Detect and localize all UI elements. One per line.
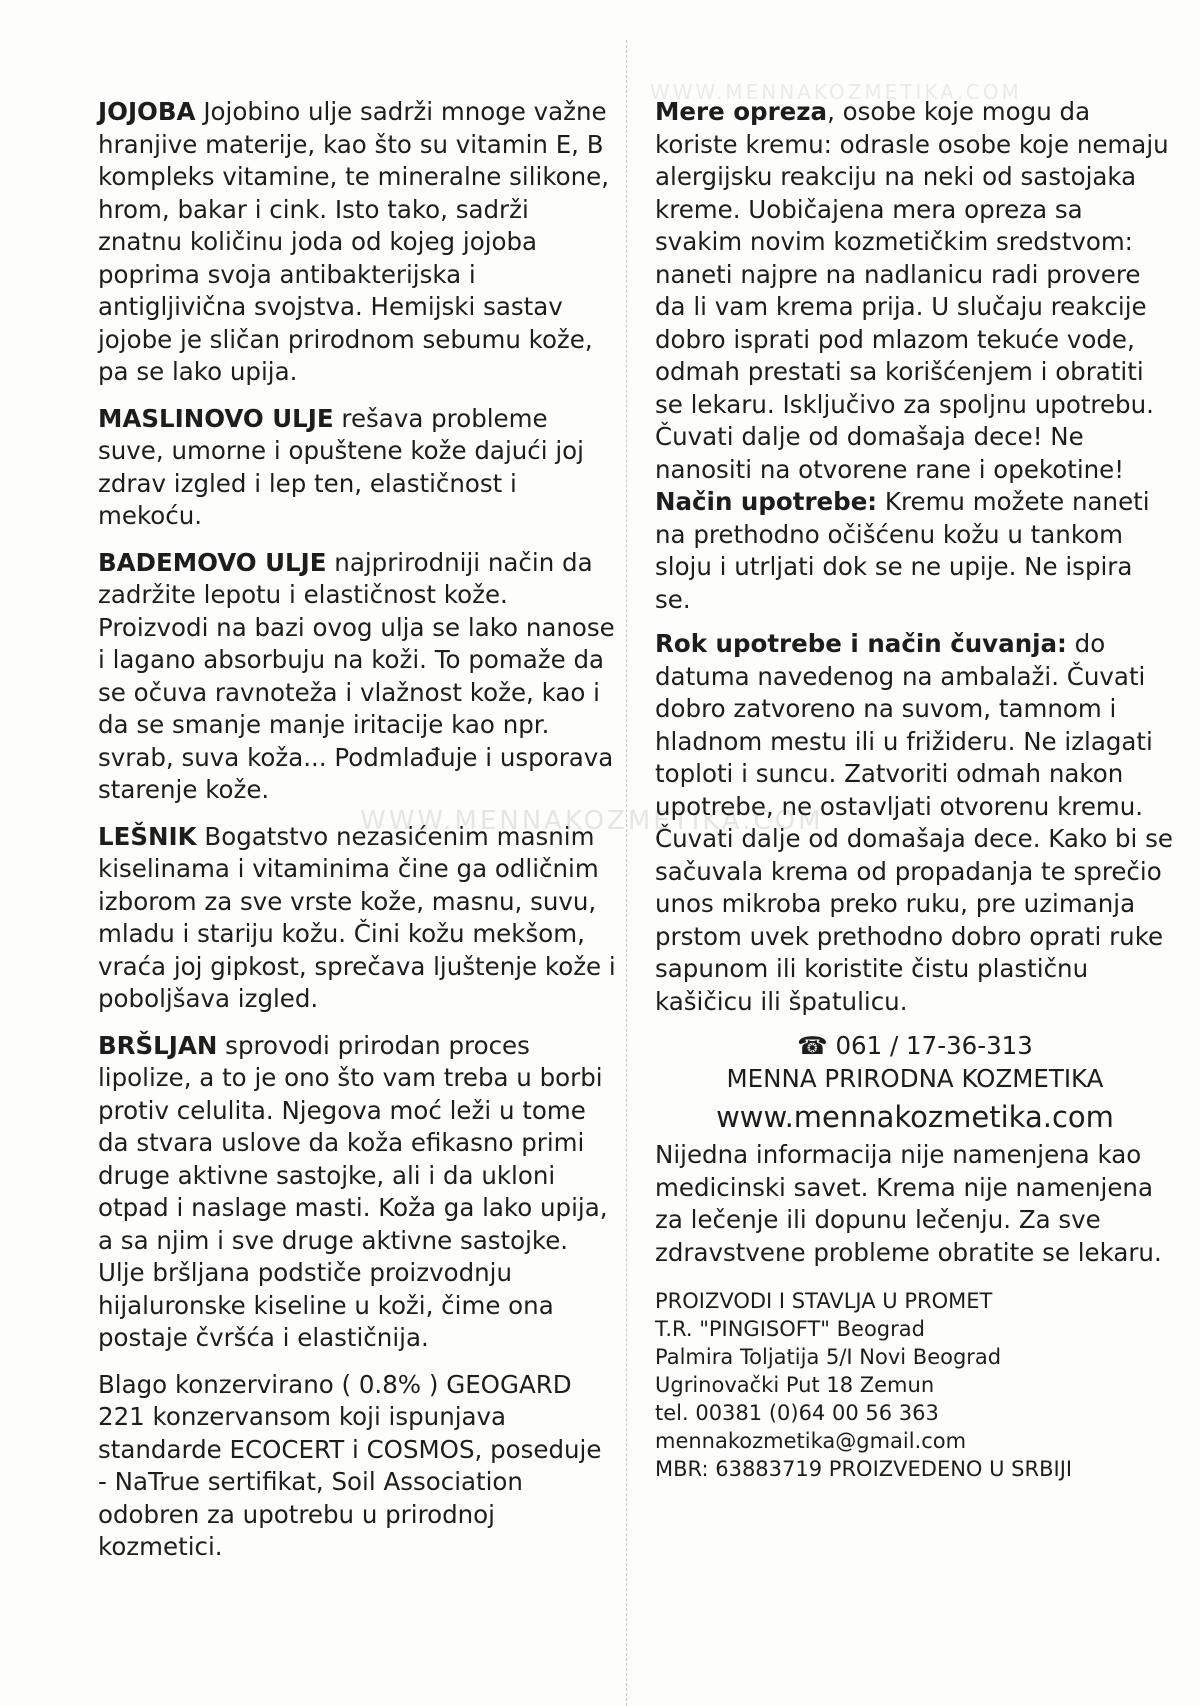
watermark-top: WWW.MENNAKOZMETIKA.COM bbox=[650, 80, 1022, 104]
caution-paragraph bbox=[655, 96, 1175, 486]
bademovo-heading: BADEMOVO ULJE bbox=[98, 547, 327, 577]
storage-text: do datuma navedenog na ambalaži. Čuvati dobro zatvoreno na suvom, tamnom i hladnom mestu ili u frižideru. Ne izlagati toploti i suncu. Zatvoriti odmah nakon upotrebe, ne ostavljati otvorenu kremu. Čuvati dalje od domašaja dece. Kako bi se sačuvala krema od propadanja te sprečio unos mikroba preko ruku, pre uzimanja prstom uvek prethodno dobro oprati ruke sapunom ili koristite čistu plastičnu kašičicu ili špatulicu. bbox=[655, 629, 1173, 1016]
producer-block bbox=[655, 1287, 1175, 1483]
producer-line: PROIZVODI I STAVLJA U PROMET bbox=[655, 1289, 993, 1313]
brsljan-paragraph bbox=[98, 1030, 618, 1355]
bademovo-text: najprirodniji način da zadržite lepotu i elastičnost kože. Proizvodi na bazi ovog ulja se lako nanose i lagano absorbuju na koži. To pomaže da se očuva ravnoteža i vlažnost kože, kao i da se smanje manje iritacije kao npr. svrab, suva koža... Podmlađuje i usporava starenje kože. bbox=[98, 547, 615, 804]
jojoba-heading: JOJOBA bbox=[98, 97, 196, 126]
brsljan-heading: BRŠLJAN bbox=[98, 1030, 218, 1060]
fold-line bbox=[626, 40, 627, 1706]
producer-line: Palmira Toljatija 5/I Novi Beograd bbox=[655, 1345, 1002, 1369]
phone-number: 061 / 17-36-313 bbox=[827, 1031, 1033, 1060]
jojoba-paragraph bbox=[98, 96, 618, 389]
caution-text: , osobe koje mogu da koriste kremu: odrasle osobe koje nemaju alergijsku reakciju na neki od sastojaka kreme. Uobičajena mera opreza sa svakim novim kozmetičkim sredstvom: naneti najpre na nadlanicu radi provere da li vam krema prija. U slučaju reakcije dobro isprati pod mlazom tekuće vode, odmah prestati sa korišćenjem i obratiti se lekaru. Isključivo za spoljnu upotrebu. Čuvati dalje od domašaja dece! Ne nanositi na otvorene rane i opekotine! bbox=[655, 97, 1169, 484]
producer-line: tel. 00381 (0)64 00 56 363 bbox=[655, 1401, 939, 1425]
phone-icon: ☎ bbox=[797, 1031, 828, 1060]
storage-paragraph bbox=[655, 628, 1175, 1018]
right-column bbox=[655, 96, 1175, 1483]
producer-line: T.R. "PINGISOFT" Beograd bbox=[655, 1317, 925, 1341]
producer-email: mennakozmetika@gmail.com bbox=[655, 1429, 967, 1453]
lesnik-text: Bogatstvo nezasićenim masnim kiselinama i vitaminima čine ga odličnim izborom za sve vrste kože, masnu, suvu, mladu i stariju kožu. Čini kožu mekšom, vraća joj gipkost, sprečava ljuštenje kože i poboljšava izgled. bbox=[98, 821, 616, 1013]
website-url: www.mennakozmetika.com bbox=[716, 1100, 1114, 1134]
lesnik-heading: LEŠNIK bbox=[98, 821, 197, 851]
usage-text: Kremu možete naneti na prethodno očišćenu kožu u tankom sloju i utrljati dok se ne upije. Ne ispira se. bbox=[655, 487, 1150, 614]
brsljan-text: sprovodi prirodan proces lipolize, a to je ono što vam treba u borbi protiv celulita. Njegova moć leži u tome da stvara uslove da koža efikasno primi druge aktivne sastojke, ali i da ukloni otpad i naslage masti. Koža ga lako upija, a sa njim i sve druge aktivne sastojke. Ulje bršljana podstiče proizvodnju hijaluronske kiseline u koži, čime ona postaje čvršća i elastičnija. bbox=[98, 1030, 608, 1352]
jojoba-text: Jojobino ulje sadrži mnoge važne hranjive materije, kao što su vitamin E, B kompleks vitamine, te mineralne silikone, hrom, bakar i cink. Isto tako, sadrži znatnu količinu joda od kojeg jojoba poprima svoja antibakterijska i antigljivična svojstva. Hemijski sastav jojobe je sličan prirodnom sebumu kože, pa se lako upija. bbox=[98, 97, 610, 386]
watermark: WWW.MENNAKOZMETIKA.COM bbox=[360, 806, 824, 836]
usage-heading: Način upotrebe: bbox=[655, 487, 878, 516]
producer-line: MBR: 63883719 PROIZVEDENO U SRBIJI bbox=[655, 1457, 1073, 1481]
lesnik-paragraph bbox=[98, 821, 618, 1016]
disclaimer-paragraph: Nijedna informacija nije namenjena kao medicinski savet. Krema nije namenjena za lečenje ili dopunu lečenju. Za sve zdravstvene probleme obratite se lekaru. bbox=[655, 1140, 1162, 1267]
left-column bbox=[98, 96, 618, 1578]
usage-paragraph bbox=[655, 486, 1175, 616]
producer-line: Ugrinovački Put 18 Zemun bbox=[655, 1373, 935, 1397]
maslinovo-paragraph bbox=[98, 403, 618, 533]
brand-name: MENNA PRIRODNA KOZMETIKA bbox=[726, 1063, 1104, 1093]
storage-heading: Rok upotrebe i način čuvanja: bbox=[655, 629, 1067, 658]
phone-line bbox=[655, 1030, 1175, 1063]
maslinovo-text: rešava probleme suve, umorne i opuštene kože dajući joj zdrav izgled i lep ten, elastičnost i mekoću. bbox=[98, 403, 584, 530]
maslinovo-heading: MASLINOVO ULJE bbox=[98, 403, 334, 433]
bademovo-paragraph bbox=[98, 547, 618, 807]
caution-heading: Mere opreza bbox=[655, 97, 828, 126]
preservative-paragraph: Blago konzervirano ( 0.8% ) GEOGARD 221 konzervansom koji ispunjava standarde ECOCERT i COSMOS, poseduje - NaTrue sertifikat, Soil Association odobren za upotrebu u prirodnoj kozmetici. bbox=[98, 1369, 602, 1561]
